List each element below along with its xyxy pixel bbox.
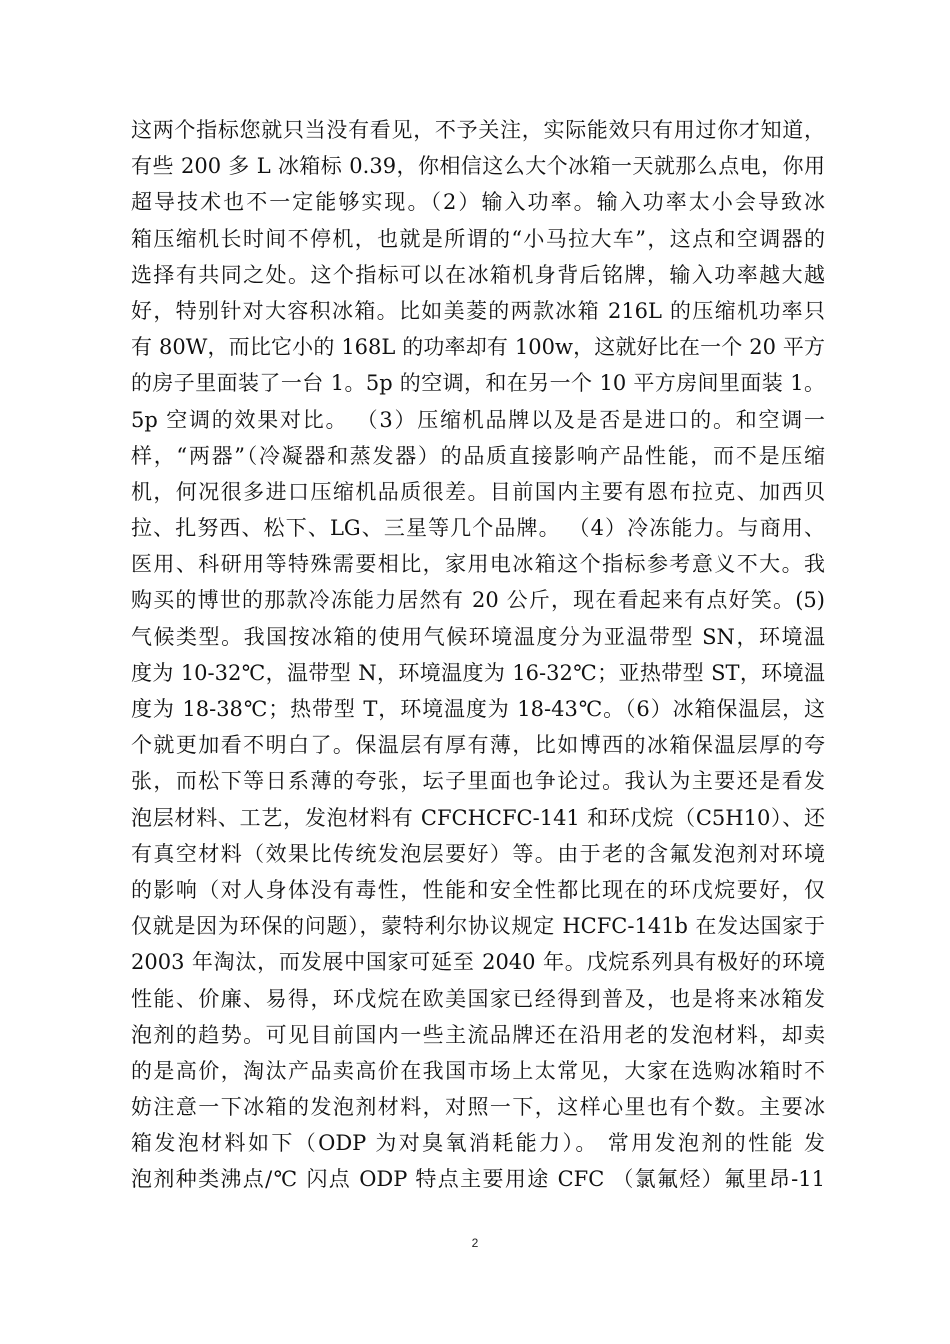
text-line: 气候类型。我国按冰箱的使用气候环境温度分为亚温带型 SN，环境温 — [131, 624, 825, 649]
page-number: 2 — [471, 1236, 479, 1250]
text-line: 2003 年淘汰，而发展中国家可延至 2040 年。戊烷系列具有极好的环境 — [131, 950, 825, 975]
text-line: 医用、科研用等特殊需要相比，家用电冰箱这个指标参考意义不大。我 — [131, 552, 825, 577]
text-line: 泡层材料、工艺，发泡材料有 CFCHCFC-141 和环戊烷（C5H10）、还 — [131, 805, 825, 830]
text-line: 有些 200 多 L 冰箱标 0.39，你相信这么大个冰箱一天就那么点电，你用 — [131, 154, 825, 179]
text-line: 的是高价，淘汰产品卖高价在我国市场上太常见，大家在选购冰箱时不 — [131, 1058, 825, 1083]
text-line: 箱发泡材料如下（ODP 为对臭氧消耗能力）。 常用发泡剂的性能 发 — [131, 1131, 825, 1156]
text-line: 的房子里面装了一台 1。5p 的空调，和在另一个 10 平方房间里面装 1。 — [131, 371, 825, 396]
text-line: 箱压缩机长时间不停机，也就是所谓的“小马拉大车”，这点和空调器的 — [131, 226, 825, 251]
text-line: 泡剂的趋势。可见目前国内一些主流品牌还在沿用老的发泡材料，却卖 — [131, 1022, 825, 1047]
text-line: 仅就是因为环保的问题），蒙特利尔协议规定 HCFC-141b 在发达国家于 — [131, 914, 825, 939]
text-line: 拉、扎努西、松下、LG、三星等几个品牌。 （4）冷冻能力。与商用、 — [131, 516, 825, 541]
text-line: 有真空材料（效果比传统发泡层要好）等。由于老的含氟发泡剂对环境 — [131, 841, 825, 866]
text-line: 泡剂种类沸点/℃ 闪点 ODP 特点主要用途 CFC （氯氟烃）氟里昂-11 — [131, 1167, 825, 1192]
text-line: 这两个指标您就只当没有看见，不予关注，实际能效只有用过你才知道， — [131, 118, 825, 142]
text-line: 样，“两器”（冷凝器和蒸发器）的品质直接影响产品性能，而不是压缩 — [131, 443, 825, 468]
text-line: 选择有共同之处。这个指标可以在冰箱机身背后铭牌，输入功率越大越 — [131, 262, 825, 287]
text-line: 购买的博世的那款冷冻能力居然有 20 公斤，现在看起来有点好笑。(5) — [131, 588, 825, 613]
text-line: 有 80W，而比它小的 168L 的功率却有 100w，这就好比在一个 20 平方 — [131, 335, 825, 360]
text-line: 机，何况很多进口压缩机品质很差。目前国内主要有恩布拉克、加西贝 — [131, 479, 825, 504]
text-line: 5p 空调的效果对比。 （3）压缩机品牌以及是否是进口的。和空调一 — [131, 407, 825, 432]
text-line: 超导技术也不一定能够实现。（2）输入功率。输入功率太小会导致冰 — [131, 190, 825, 215]
text-line: 度为 18-38℃；热带型 T，环境温度为 18-43℃。（6）冰箱保温层，这 — [131, 697, 825, 721]
text-line: 妨注意一下冰箱的发泡剂材料，对照一下，这样心里也有个数。主要冰 — [131, 1095, 825, 1120]
text-line: 性能、价廉、易得，环戊烷在欧美国家已经得到普及，也是将来冰箱发 — [131, 986, 825, 1011]
text-line: 张，而松下等日系薄的夸张，坛子里面也争论过。我认为主要还是看发 — [131, 769, 825, 794]
document-body — [131, 112, 825, 1198]
text-line: 好，特别针对大容积冰箱。比如美菱的两款冰箱 216L 的压缩机功率只 — [131, 298, 825, 323]
text-line: 度为 10-32℃，温带型 N，环境温度为 16-32℃；亚热带型 ST，环境温 — [131, 660, 825, 685]
text-line: 个就更加看不明白了。保温层有厚有薄，比如博西的冰箱保温层厚的夸 — [131, 733, 825, 758]
text-line: 的影响（对人身体没有毒性，性能和安全性都比现在的环戊烷要好，仅 — [131, 877, 825, 902]
